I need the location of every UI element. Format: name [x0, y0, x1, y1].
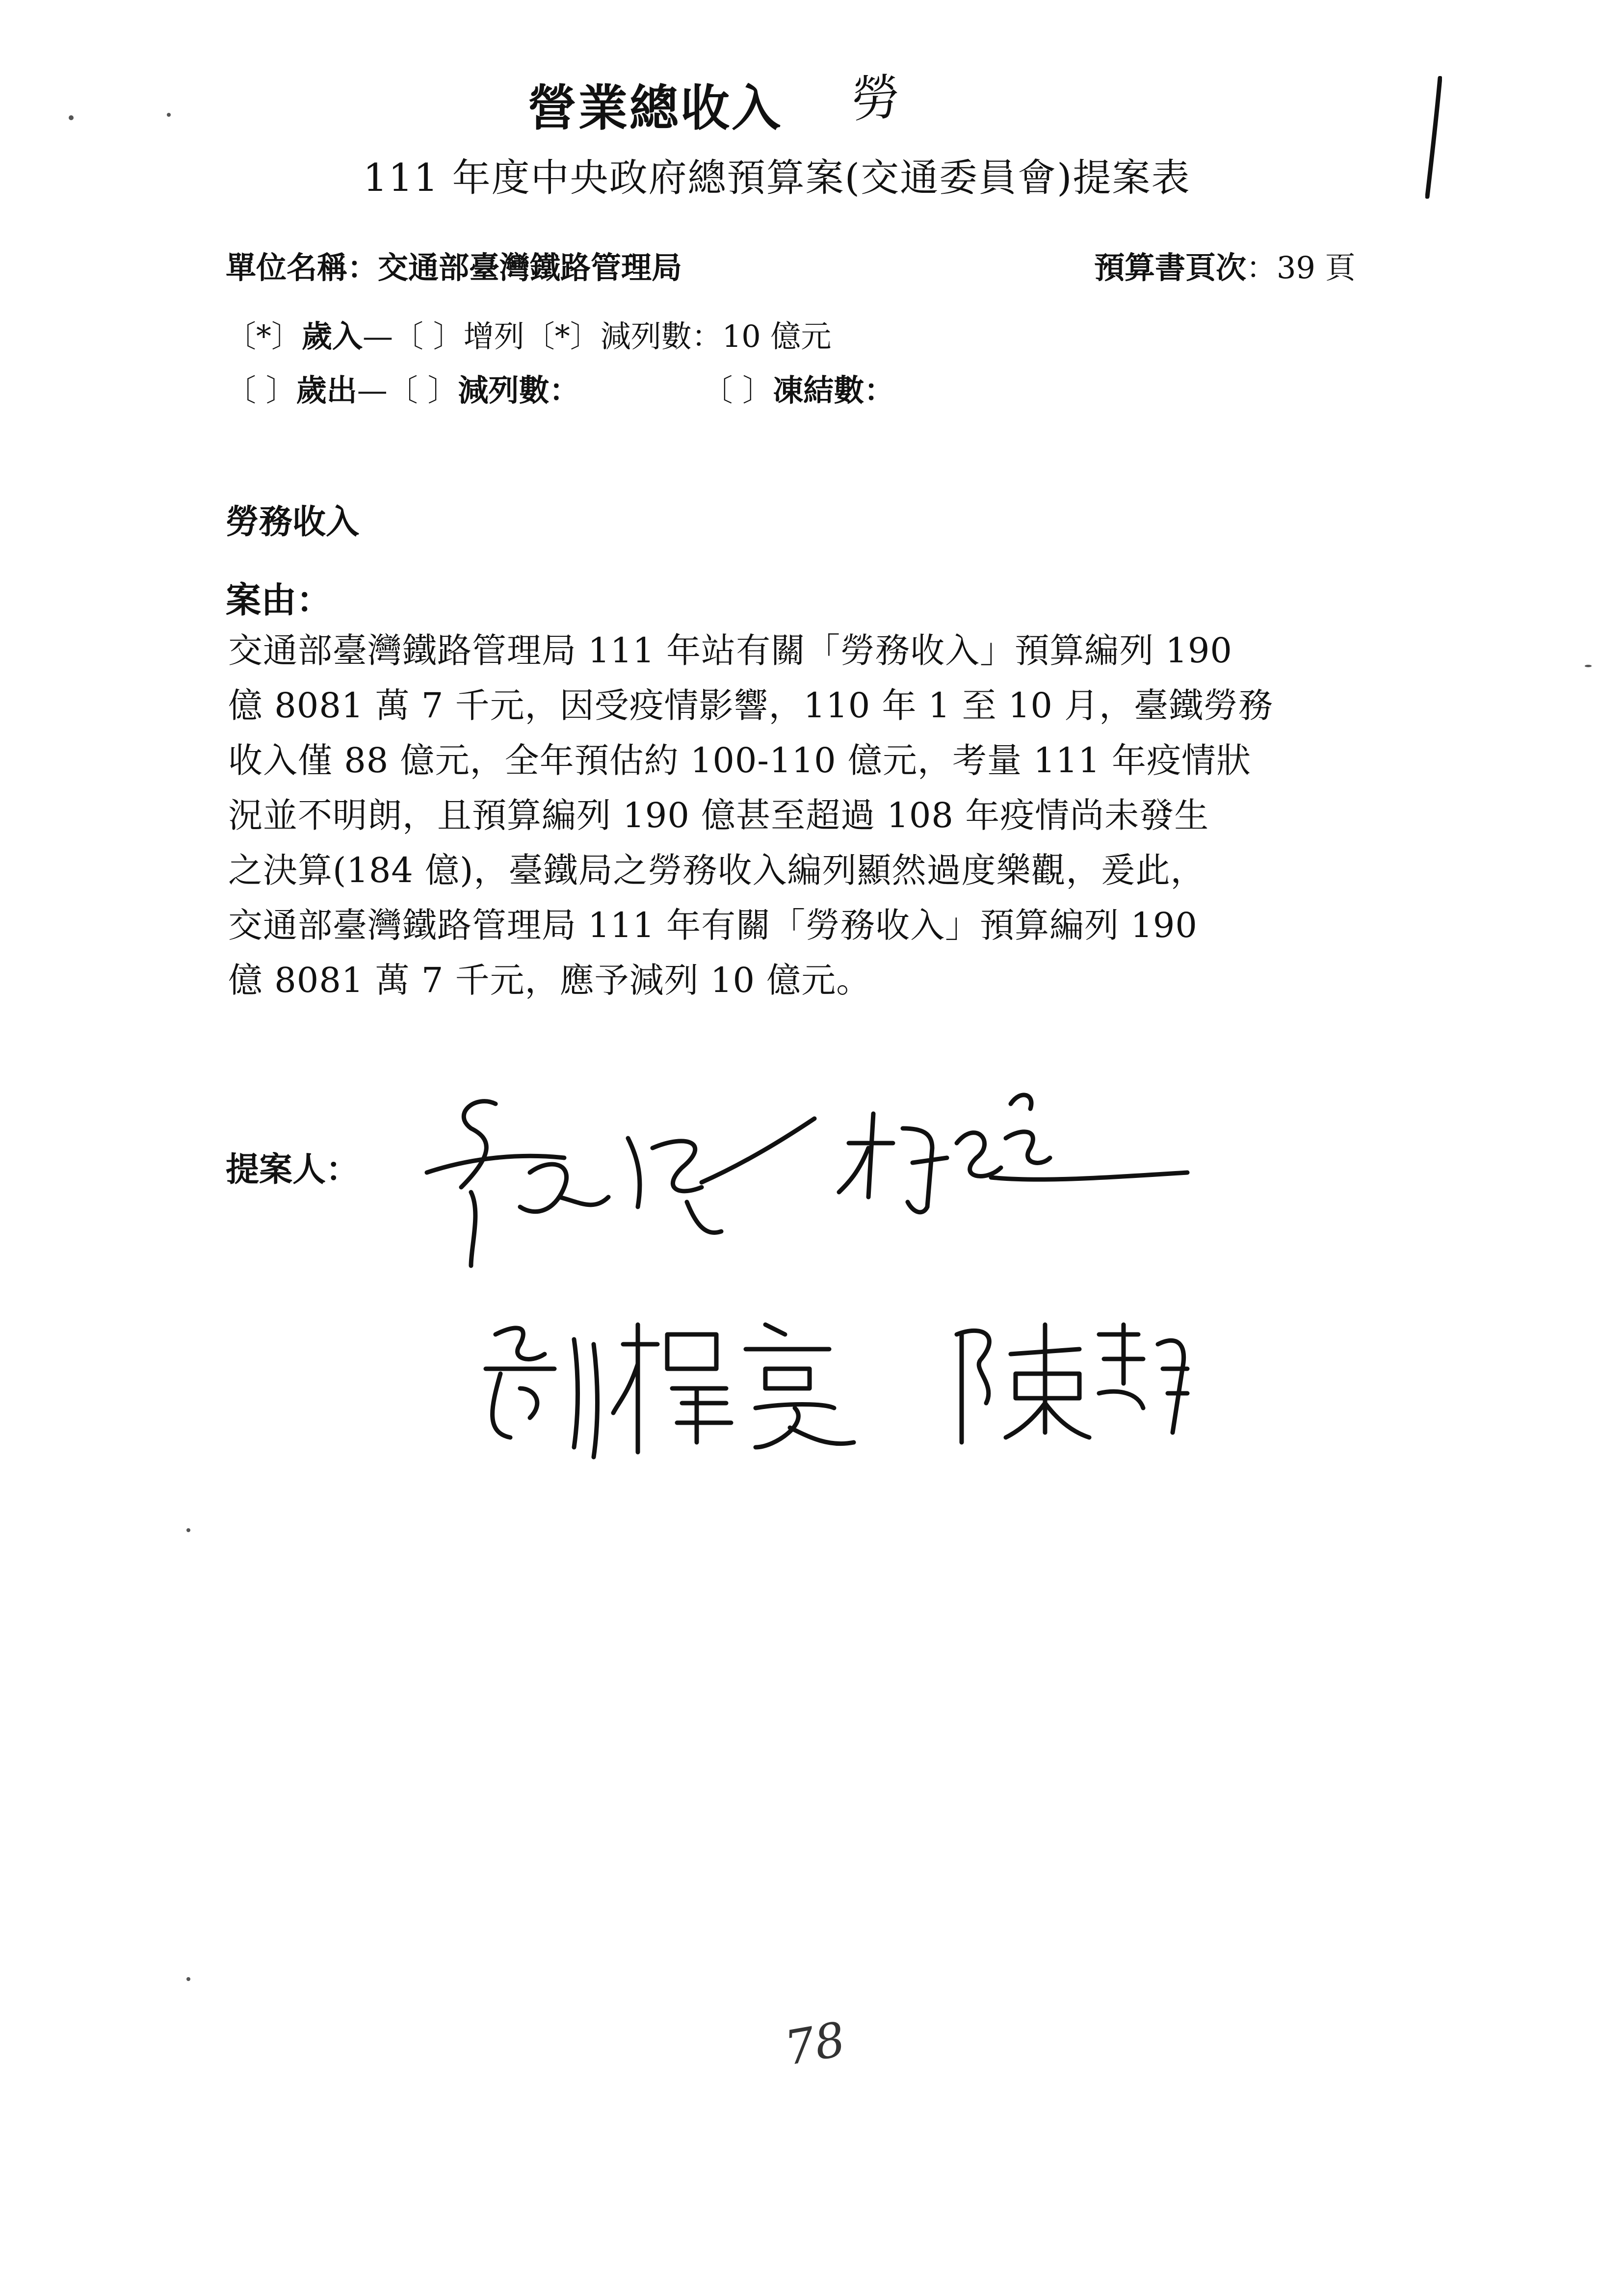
scan-speck — [167, 113, 171, 117]
expenditure-checkbox: 〔 〕 — [226, 372, 296, 408]
increase-label: 增列 — [463, 318, 524, 354]
expenditure-dash: — — [357, 372, 388, 408]
reason-line: 交通部臺灣鐵路管理局 111 年有關「勞務收入」預算編列 190 — [228, 905, 1198, 945]
proposer-label: 提案人： — [226, 1150, 360, 1189]
scan-speck — [69, 115, 74, 120]
unit-row — [226, 250, 682, 286]
budget-pages-label: 預算書頁次 — [1094, 250, 1247, 286]
revenue-dash: — — [363, 318, 393, 354]
handwritten-page-mark — [1425, 76, 1442, 199]
unit-name: 交通部臺灣鐵路管理局 — [378, 250, 682, 286]
expenditure-label: 歲出 — [296, 372, 357, 408]
signature-1 — [427, 1101, 814, 1266]
expenditure-row — [226, 372, 895, 408]
signature-4 — [957, 1325, 1187, 1442]
form-title: 111 年度中央政府總預算案(交通委員會)提案表 — [363, 156, 1191, 200]
signature-3 — [486, 1325, 854, 1457]
budget-pages-value: ：39 頁 — [1246, 250, 1356, 286]
decrease-checkbox: 〔*〕 — [524, 318, 601, 354]
freeze-checkbox: 〔 〕 — [702, 372, 773, 408]
scan-speck — [186, 1528, 190, 1532]
item-title: 勞務收入 — [226, 502, 360, 542]
revenue-label: 歲入 — [302, 318, 363, 354]
revenue-checkbox: 〔*〕 — [226, 318, 302, 354]
reason-line: 之決算(184 億)，臺鐵局之勞務收入編列顯然過度樂觀，爰此， — [228, 850, 1205, 890]
reason-line: 億 8081 萬 7 千元，因受疫情影響，110 年 1 至 10 月，臺鐵勞務 — [228, 685, 1274, 726]
handwritten-page-number: 78 — [781, 2011, 849, 2076]
expenditure-decrease-label: 減列數： — [458, 372, 580, 408]
budget-pages-row — [1094, 250, 1356, 286]
increase-checkbox: 〔 〕 — [393, 318, 464, 354]
reason-text — [228, 623, 1273, 1008]
decrease-amount: 10 億元 — [722, 318, 832, 354]
freeze-label: 凍結數： — [773, 372, 895, 408]
handwritten-annotation: 勞 — [849, 68, 903, 129]
expenditure-decrease-checkbox: 〔 〕 — [387, 372, 458, 408]
reason-line: 億 8081 萬 7 千元，應予減列 10 億元。 — [228, 960, 871, 1000]
scan-speck — [1585, 665, 1592, 667]
reason-label: 案由： — [226, 579, 332, 621]
reason-line: 況並不明朗，且預算編列 190 億甚至超過 108 年疫情尚未發生 — [228, 795, 1209, 835]
revenue-row — [226, 318, 832, 354]
reason-line: 收入僅 88 億元，全年預估約 100-110 億元，考量 111 年疫情狀 — [228, 740, 1252, 781]
header-title: 營業總收入 — [527, 79, 783, 137]
decrease-label: 減列數： — [600, 318, 722, 354]
scan-speck — [186, 1977, 190, 1981]
signature-2 — [839, 1095, 1187, 1212]
reason-line: 交通部臺灣鐵路管理局 111 年站有關「勞務收入」預算編列 190 — [228, 630, 1232, 671]
unit-label: 單位名稱： — [226, 250, 378, 286]
